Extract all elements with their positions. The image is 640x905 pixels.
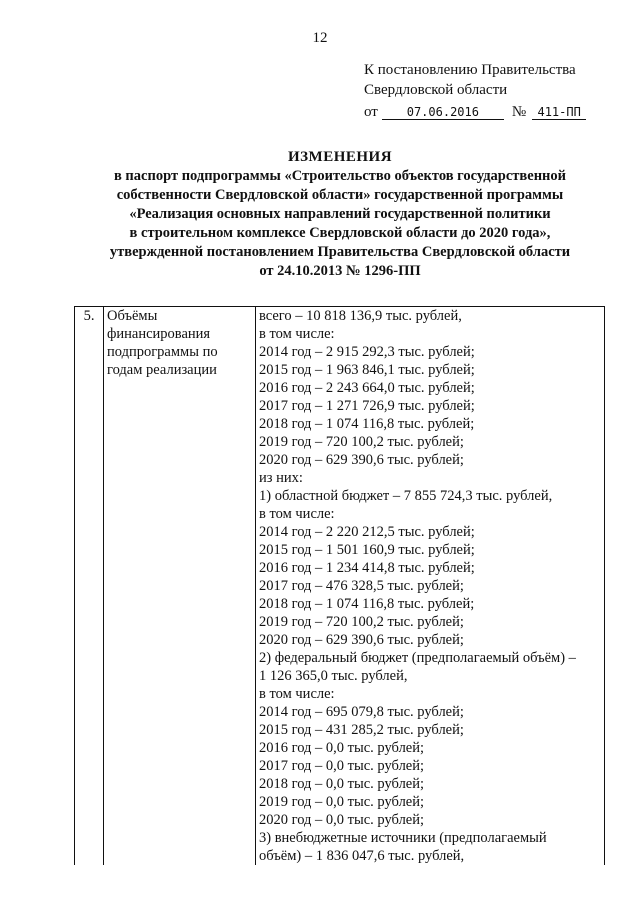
approval-number: 411-ПП (532, 105, 586, 120)
value-line: 2016 год – 1 234 414,8 тыс. рублей; (259, 560, 475, 576)
approval-date-row (364, 102, 586, 122)
value-line: из них: (259, 470, 303, 486)
document-heading (40, 148, 640, 281)
value-line: 2017 год – 1 271 726,9 тыс. рублей; (259, 398, 475, 414)
row-name-line: финансирования (107, 326, 211, 342)
row-name-cell (104, 307, 256, 866)
row-value-cell (256, 307, 605, 866)
value-line: 1 126 365,0 тыс. рублей, (259, 668, 408, 684)
value-line: 2015 год – 1 963 846,1 тыс. рублей; (259, 362, 475, 378)
value-line: 2) федеральный бюджет (предполагаемый объём) – (259, 650, 576, 666)
row-number: 5. (75, 307, 104, 866)
value-line: 2018 год – 1 074 116,8 тыс. рублей; (259, 596, 475, 612)
value-line: 2015 год – 1 501 160,9 тыс. рублей; (259, 542, 475, 558)
heading-line: собственности Свердловской области» государственной программы (116, 187, 564, 203)
value-line: 2020 год – 629 390,6 тыс. рублей; (259, 632, 464, 648)
value-line: 1) областной бюджет – 7 855 724,3 тыс. рублей, (259, 488, 553, 504)
value-line: в том числе: (259, 506, 335, 522)
from-label: от (364, 104, 378, 120)
approval-block (364, 60, 586, 122)
heading-line: от 24.10.2013 № 1296-ПП (259, 263, 421, 279)
value-line: 2020 год – 0,0 тыс. рублей; (259, 812, 425, 828)
heading-line: утвержденной постановлением Правительства Свердловской области (109, 244, 571, 260)
row-name-line: годам реализации (107, 362, 217, 378)
heading-line: в паспорт подпрограммы «Строительство объектов государственной (113, 168, 567, 184)
value-line: 2018 год – 0,0 тыс. рублей; (259, 776, 425, 792)
value-line: 2019 год – 720 100,2 тыс. рублей; (259, 434, 464, 450)
heading-line: в строительном комплексе Свердловской области до 2020 года», (129, 225, 551, 241)
value-line: в том числе: (259, 686, 335, 702)
value-line: 2014 год – 2 220 212,5 тыс. рублей; (259, 524, 475, 540)
value-line: 2017 год – 0,0 тыс. рублей; (259, 758, 425, 774)
value-line: 2019 год – 0,0 тыс. рублей; (259, 794, 425, 810)
heading-line: «Реализация основных направлений государственной политики (129, 206, 551, 222)
table-row (75, 307, 605, 866)
value-line: 2016 год – 2 243 664,0 тыс. рублей; (259, 380, 475, 396)
value-line: 2018 год – 1 074 116,8 тыс. рублей; (259, 416, 475, 432)
value-line: 3) внебюджетные источники (предполагаемый (259, 830, 547, 846)
value-line: в том числе: (259, 326, 335, 342)
heading-title: ИЗМЕНЕНИЯ (287, 149, 393, 165)
approval-line-1: К постановлению Правительства (364, 62, 576, 78)
value-line: 2019 год – 720 100,2 тыс. рублей; (259, 614, 464, 630)
value-line: всего – 10 818 136,9 тыс. рублей, (259, 308, 462, 324)
value-line: 2020 год – 629 390,6 тыс. рублей; (259, 452, 464, 468)
number-sign: № (511, 104, 527, 120)
value-line: 2015 год – 431 285,2 тыс. рублей; (259, 722, 464, 738)
row-name-line: Объёмы (107, 308, 158, 324)
value-line: 2014 год – 695 079,8 тыс. рублей; (259, 704, 464, 720)
passport-table (74, 306, 605, 865)
value-line: 2016 год – 0,0 тыс. рублей; (259, 740, 425, 756)
value-line: объём) – 1 836 047,6 тыс. рублей, (259, 848, 465, 864)
page-number: 12 (312, 30, 328, 46)
value-line: 2017 год – 476 328,5 тыс. рублей; (259, 578, 464, 594)
value-line: 2014 год – 2 915 292,3 тыс. рублей; (259, 344, 475, 360)
approval-date: 07.06.2016 (382, 105, 504, 120)
row-name-line: подпрограммы по (107, 344, 218, 360)
approval-line-2: Свердловской области (364, 82, 508, 98)
